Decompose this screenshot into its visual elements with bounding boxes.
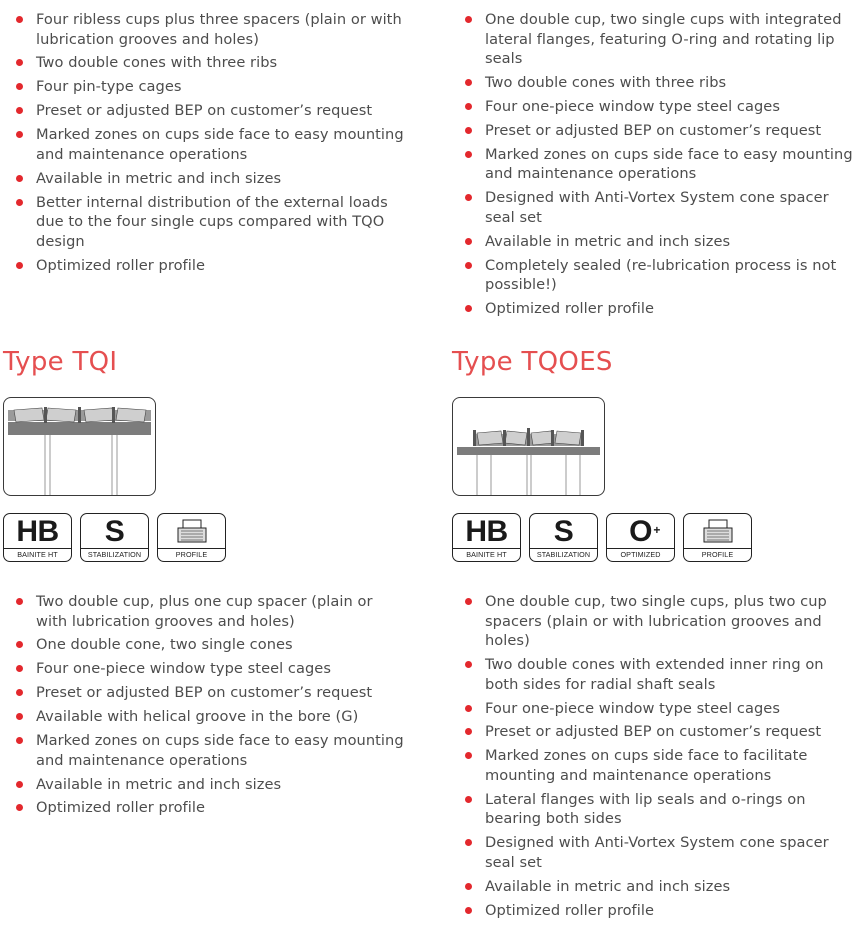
bullet-icon [16,737,23,744]
tqoes-title: Type TQOES [452,347,613,377]
list-item: Optimized roller profile [16,256,406,276]
tqo-features-list [16,10,406,280]
bearing-section-icon [453,398,604,495]
list-item: Designed with Anti-Vortex System cone spacer seal set [465,188,855,227]
bullet-icon [16,59,23,66]
list-item: Marked zones on cups side face to easy mounting and maintenance operations [16,731,406,770]
list-item: Available in metric and inch sizes [16,775,406,795]
bullet-icon [16,781,23,788]
bullet-icon [16,689,23,696]
badge-caption: PROFILE [684,548,751,559]
bullet-icon [465,238,472,245]
list-item: Available in metric and inch sizes [16,169,406,189]
list-item: Four one-piece window type steel cages [465,699,855,719]
list-item: Marked zones on cups side face to easy mounting and maintenance operations [16,125,406,164]
list-item: Two double cup, plus one cup spacer (plain or with lubrication grooves and holes) [16,592,406,631]
tqos-features-list [465,10,855,323]
bullet-icon [16,641,23,648]
bullet-icon [465,16,472,23]
bearing-section-icon [4,398,155,495]
list-item: Preset or adjusted BEP on customer’s request [465,722,855,742]
tqi-title: Type TQI [3,347,118,377]
list-item: Two double cones with three ribs [16,53,406,73]
bullet-icon [16,665,23,672]
badge-caption: BAINITE HT [453,548,520,559]
badge-caption: STABILIZATION [81,548,148,559]
list-item: One double cup, two single cups with integrated lateral flanges, featuring O-ring and rotating lip seals [465,10,855,69]
list-item: Four pin-type cages [16,77,406,97]
bullet-icon [16,262,23,269]
bullet-icon [16,131,23,138]
list-item: Two double cones with extended inner ring on both sides for radial shaft seals [465,655,855,694]
badge-label: O + [629,515,660,548]
list-item: Marked zones on cups side face to easy mounting and maintenance operations [465,145,855,184]
list-item: Better internal distribution of the external loads due to the four single cups compared with TQO design [16,193,406,252]
bullet-icon [465,907,472,914]
optimized-badge [606,513,675,562]
bainite-ht-badge [3,513,72,562]
bullet-icon [16,83,23,90]
list-item: Optimized roller profile [465,299,855,319]
profile-badge [157,513,226,562]
list-item: Four one-piece window type steel cages [465,97,855,117]
list-item: Lateral flanges with lip seals and o-rings on bearing both sides [465,790,855,829]
list-item: Preset or adjusted BEP on customer’s request [465,121,855,141]
bullet-icon [465,79,472,86]
badge-label: S [104,515,125,548]
bullet-icon [465,151,472,158]
bullet-icon [465,127,472,134]
bullet-icon [465,661,472,668]
stabilization-badge [529,513,598,562]
list-item: One double cup, two single cups, plus two cup spacers (plain or with lubrication grooves and holes) [465,592,855,651]
tqi-feature-badges [3,513,226,562]
tqi-features-list [16,592,406,822]
badge-caption: STABILIZATION [530,548,597,559]
bullet-icon [16,175,23,182]
bullet-icon [16,713,23,720]
tqoes-bearing-diagram [452,397,605,496]
list-item: Four ribless cups plus three spacers (plain or with lubrication grooves and holes) [16,10,406,49]
badge-caption: PROFILE [158,548,225,559]
list-item: Available with helical groove in the bore (G) [16,707,406,727]
bullet-icon [465,796,472,803]
list-item: Four one-piece window type steel cages [16,659,406,679]
list-item: Two double cones with three ribs [465,73,855,93]
bullet-icon [465,752,472,759]
bullet-icon [465,883,472,890]
list-item: Completely sealed (re-lubrication process is not possible!) [465,256,855,295]
bullet-icon [465,103,472,110]
roller-profile-icon [684,518,751,546]
bullet-icon [16,199,23,206]
list-item: Preset or adjusted BEP on customer’s request [16,683,406,703]
bullet-icon [16,16,23,23]
badge-caption: BAINITE HT [4,548,71,559]
roller-profile-icon [158,518,225,546]
bullet-icon [16,598,23,605]
bullet-icon [465,262,472,269]
tqoes-features-list [465,592,855,925]
bullet-icon [465,705,472,712]
bullet-icon [465,305,472,312]
badge-label: HB [16,515,59,548]
bullet-icon [465,728,472,735]
bullet-icon [16,804,23,811]
list-item: Designed with Anti-Vortex System cone spacer seal set [465,833,855,872]
list-item: Marked zones on cups side face to facilitate mounting and maintenance operations [465,746,855,785]
list-item: Optimized roller profile [465,901,855,921]
bullet-icon [465,598,472,605]
list-item: Available in metric and inch sizes [465,877,855,897]
tqi-bearing-diagram [3,397,156,496]
bullet-icon [465,194,472,201]
list-item: One double cone, two single cones [16,635,406,655]
badge-label: HB [465,515,508,548]
badge-label: S [553,515,574,548]
list-item: Available in metric and inch sizes [465,232,855,252]
badge-caption: OPTIMIZED [607,548,674,559]
list-item: Optimized roller profile [16,798,406,818]
profile-badge [683,513,752,562]
list-item: Preset or adjusted BEP on customer’s request [16,101,406,121]
tqoes-feature-badges [452,513,752,562]
stabilization-badge [80,513,149,562]
bullet-icon [465,839,472,846]
bainite-ht-badge [452,513,521,562]
bullet-icon [16,107,23,114]
